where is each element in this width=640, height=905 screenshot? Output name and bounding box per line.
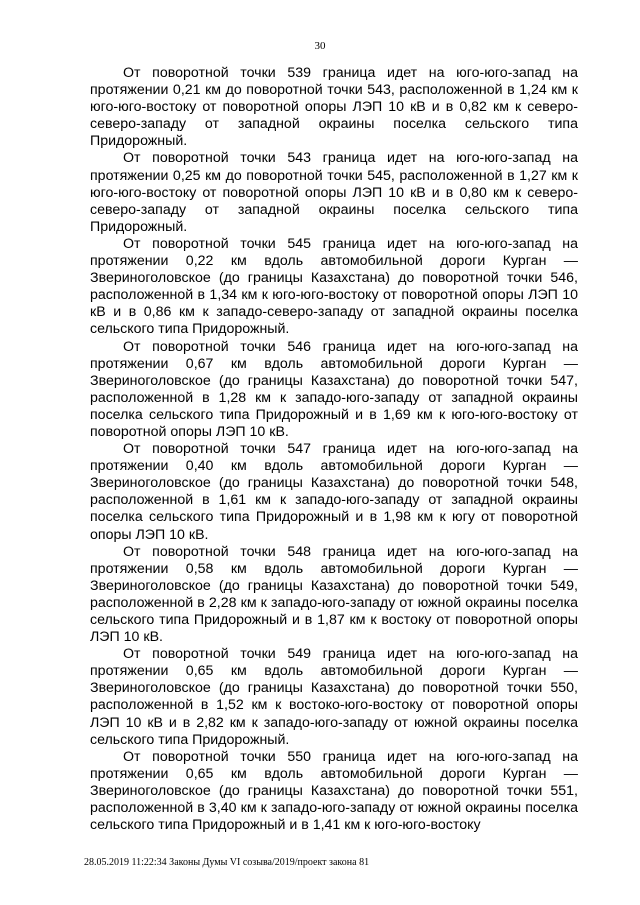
paragraph-point-549: От поворотной точки 549 граница идет на юго-юго-запад на протяжении 0,65 км вдоль автомобильной дороги Курган — Звериноголовское (до границы Казахстана) до поворотной точки 550, расположенной в 1,52 км к востоко-юго-востоку от поворотной опоры ЛЭП 10 кВ и в 2,82 км к западо-юго-западу от южной окраины поселка сельского типа Придорожный.	[90, 646, 578, 748]
paragraph-point-543: От поворотной точки 543 граница идет на юго-юго-запад на протяжении 0,25 км до поворотной точки 545, расположенной в 1,27 км к юго-юго-востоку от поворотной опоры ЛЭП 10 кВ и в 0,80 км к северо-северо-западу от западной окраины поселка сельского типа Придорожный.	[90, 150, 578, 235]
paragraph-point-550: От поворотной точки 550 граница идет на юго-юго-запад на протяжении 0,65 км вдоль автомобильной дороги Курган — Звериноголовское (до границы Казахстана) до поворотной точки 551, расположенной в 3,40 км к западо-юго-западу от южной окраины поселка сельского типа Придорожный и в 1,41 км к юго-юго-востоку	[90, 748, 578, 834]
paragraph-point-545: От поворотной точки 545 граница идет на юго-юго-запад на протяжении 0,22 км вдоль автомобильной дороги Курган — Звериноголовское (до границы Казахстана) до поворотной точки 546, расположенной в 1,34 км к юго-юго-востоку от поворотной опоры ЛЭП 10 кВ и в 0,86 км к западо-северо-западу от западной окраины поселка сельского типа Придорожный.	[90, 235, 578, 338]
paragraph-point-539: От поворотной точки 539 граница идет на юго-юго-запад на протяжении 0,21 км до поворотной точки 543, расположенной в 1,24 км к юго-юго-востоку от поворотной опоры ЛЭП 10 кВ и в 0,82 км к северо-северо-западу от западной окраины поселка сельского типа Придорожный.	[90, 65, 578, 150]
document-body	[90, 65, 578, 834]
page-number: 30	[314, 40, 326, 52]
paragraph-point-547: От поворотной точки 547 граница идет на юго-юго-запад на протяжении 0,40 км вдоль автомобильной дороги Курган — Звериноголовское (до границы Казахстана) до поворотной точки 548, расположенной в 1,61 км к западо-юго-западу от западной окраины поселка сельского типа Придорожный и в 1,98 км к югу от поворотной опоры ЛЭП 10 кВ.	[90, 441, 578, 543]
paragraph-point-546: От поворотной точки 546 граница идет на юго-юго-запад на протяжении 0,67 км вдоль автомобильной дороги Курган — Звериноголовское (до границы Казахстана) до поворотной точки 547, расположенной в 1,28 км к западо-юго-западу от западной окраины поселка сельского типа Придорожный и в 1,69 км к юго-юго-востоку от поворотной опоры ЛЭП 10 кВ.	[90, 338, 578, 440]
paragraph-point-548: От поворотной точки 548 граница идет на юго-юго-запад на протяжении 0,58 км вдоль автомобильной дороги Курган — Звериноголовское (до границы Казахстана) до поворотной точки 549, расположенной в 2,28 км к западо-юго-западу от южной окраины поселка сельского типа Придорожный и в 1,87 км к востоку от поворотной опоры ЛЭП 10 кВ.	[90, 543, 578, 646]
document-footer: 28.05.2019 11:22:34 Законы Думы VI созыва/2019/проект закона 81	[84, 857, 370, 868]
